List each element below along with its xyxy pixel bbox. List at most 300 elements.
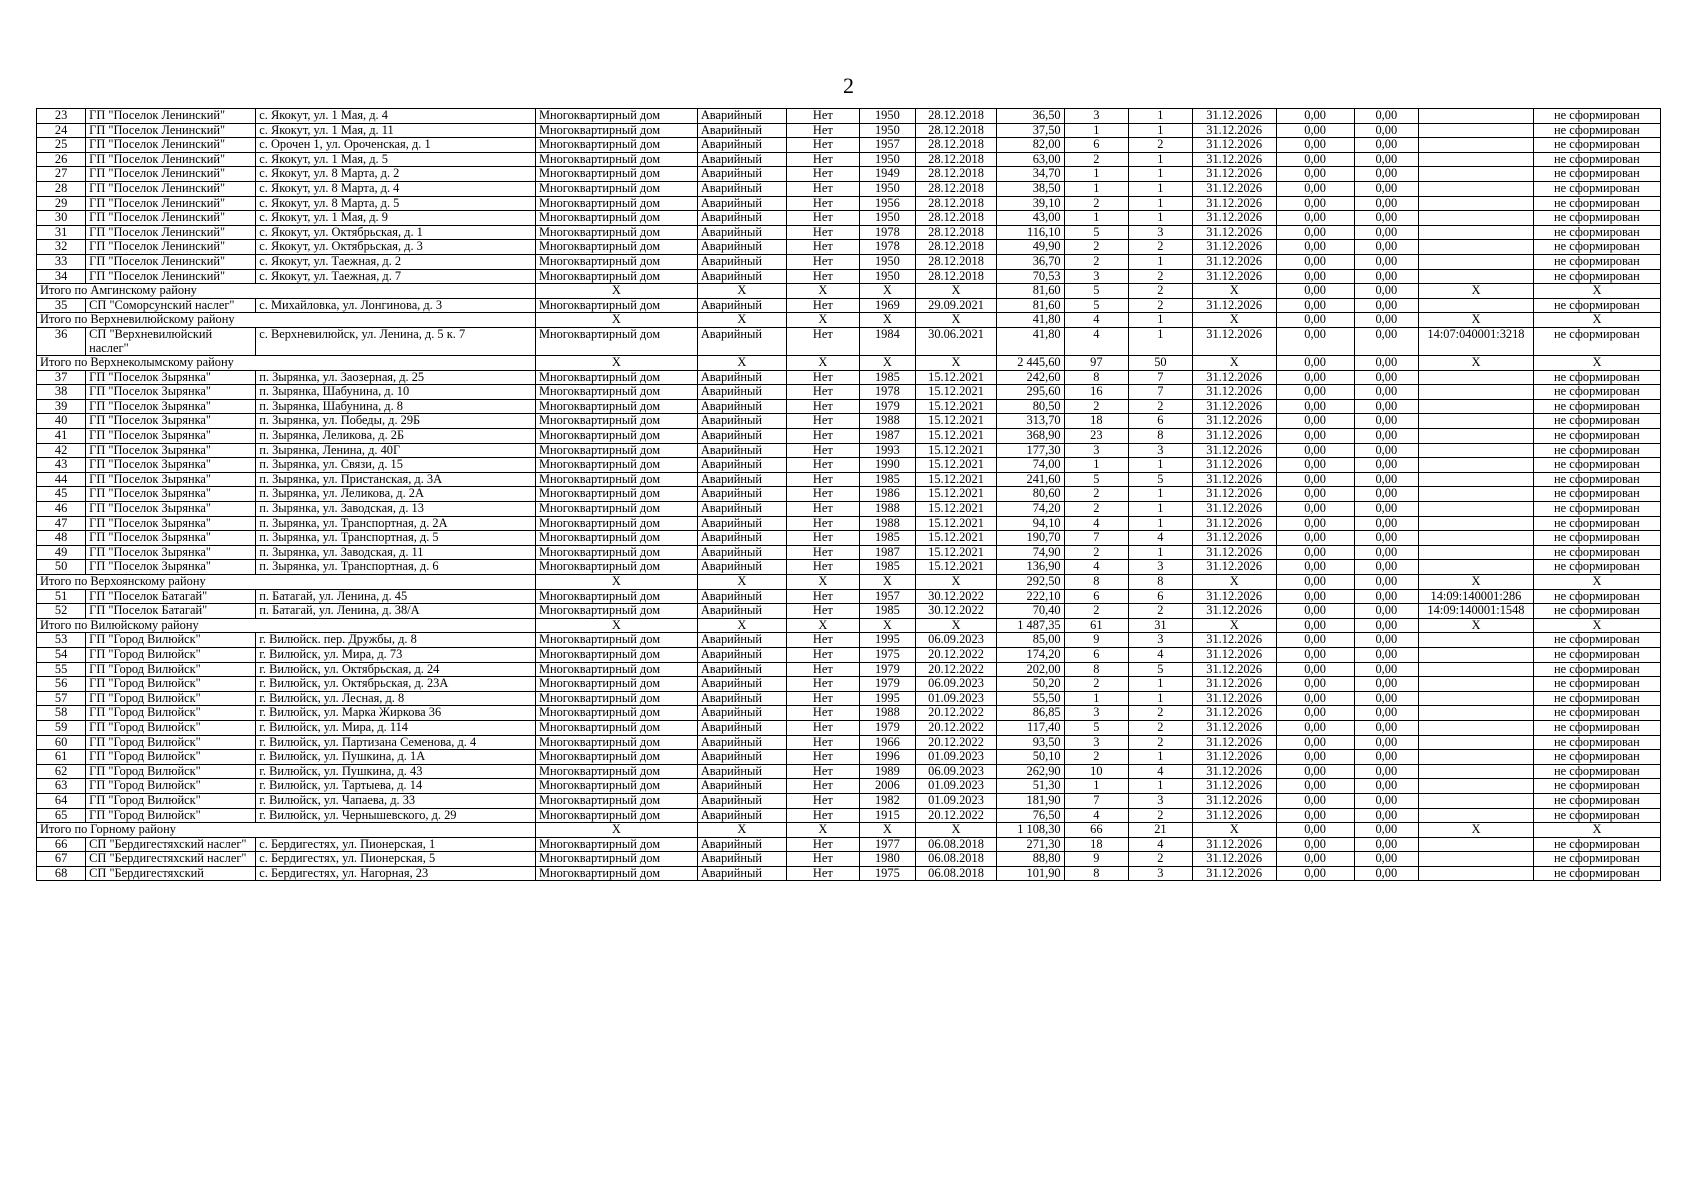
- deadline-cell: 31.12.2026: [1192, 735, 1276, 750]
- row-number-cell: 28: [37, 181, 86, 196]
- row-number-cell: 40: [37, 414, 86, 429]
- organization-cell: ГП "Поселок Ленинский": [86, 269, 256, 284]
- building-type-cell: Многоквартирный дом: [535, 414, 697, 429]
- condition-cell: Аварийный: [697, 225, 786, 240]
- table-row: [37, 298, 1661, 313]
- status-cell: не сформирован: [1533, 706, 1660, 721]
- district-total-label: Итого по Верхоянскому району: [37, 575, 536, 590]
- count-b-cell: 1: [1129, 167, 1193, 182]
- amount-a-cell: 0,00: [1276, 691, 1354, 706]
- row-number-cell: 59: [37, 720, 86, 735]
- cadastral-number-cell: [1419, 677, 1534, 692]
- amount-b-cell: 0,00: [1354, 123, 1419, 138]
- flag-cell: Нет: [786, 109, 859, 124]
- amount-b-cell: 0,00: [1354, 414, 1419, 429]
- amount-a-cell: 0,00: [1276, 720, 1354, 735]
- building-type-cell: Многоквартирный дом: [535, 370, 697, 385]
- cadastral-number-cell: 14:09:140001:1548: [1419, 604, 1534, 619]
- total-ar-cell: 1 487,35: [996, 618, 1064, 633]
- condition-cell: Аварийный: [697, 327, 786, 355]
- area-cell: 49,90: [996, 240, 1064, 255]
- amount-b-cell: 0,00: [1354, 152, 1419, 167]
- deadline-cell: 31.12.2026: [1192, 866, 1276, 881]
- cadastral-number-cell: [1419, 196, 1534, 211]
- recognition-date-cell: 20.12.2022: [916, 706, 997, 721]
- table-row: [37, 458, 1661, 473]
- building-type-cell: Многоквартирный дом: [535, 472, 697, 487]
- organization-cell: СП "Бердигестяхский: [86, 866, 256, 881]
- amount-a-cell: 0,00: [1276, 399, 1354, 414]
- row-number-cell: 66: [37, 837, 86, 852]
- organization-cell: ГП "Город Вилюйск": [86, 793, 256, 808]
- build-year-cell: 1980: [859, 852, 915, 867]
- area-cell: 36,50: [996, 109, 1064, 124]
- count-a-cell: 1: [1064, 211, 1129, 226]
- row-number-cell: 41: [37, 429, 86, 444]
- organization-cell: СП "Бердигестяхский наслег": [86, 837, 256, 852]
- building-type-cell: Многоквартирный дом: [535, 866, 697, 881]
- status-cell: не сформирован: [1533, 109, 1660, 124]
- total-st-cell: X: [1533, 575, 1660, 590]
- address-cell: с. Верхневилюйск, ул. Ленина, д. 5 к. 7: [256, 327, 536, 355]
- flag-cell: Нет: [786, 458, 859, 473]
- deadline-cell: 31.12.2026: [1192, 167, 1276, 182]
- cadastral-number-cell: [1419, 138, 1534, 153]
- recognition-date-cell: 15.12.2021: [916, 560, 997, 575]
- area-cell: 80,60: [996, 487, 1064, 502]
- area-cell: 37,50: [996, 123, 1064, 138]
- count-a-cell: 2: [1064, 240, 1129, 255]
- amount-b-cell: 0,00: [1354, 327, 1419, 355]
- cadastral-number-cell: [1419, 152, 1534, 167]
- amount-a-cell: 0,00: [1276, 385, 1354, 400]
- total-v1-cell: 0,00: [1276, 284, 1354, 299]
- flag-cell: Нет: [786, 240, 859, 255]
- build-year-cell: 1969: [859, 298, 915, 313]
- recognition-date-cell: 28.12.2018: [916, 254, 997, 269]
- deadline-cell: 31.12.2026: [1192, 793, 1276, 808]
- amount-a-cell: 0,00: [1276, 167, 1354, 182]
- deadline-cell: 31.12.2026: [1192, 370, 1276, 385]
- table-row: [37, 109, 1661, 124]
- total-v1-cell: 0,00: [1276, 823, 1354, 838]
- build-year-cell: 1995: [859, 633, 915, 648]
- row-number-cell: 30: [37, 211, 86, 226]
- total-y-cell: X: [859, 313, 915, 328]
- total-p-cell: X: [786, 618, 859, 633]
- deadline-cell: 31.12.2026: [1192, 837, 1276, 852]
- total-dl-cell: X: [1192, 356, 1276, 371]
- address-cell: с. Якокут, ул. Таежная, д. 2: [256, 254, 536, 269]
- count-a-cell: 6: [1064, 589, 1129, 604]
- count-b-cell: 1: [1129, 516, 1193, 531]
- total-p-cell: X: [786, 575, 859, 590]
- total-y-cell: X: [859, 575, 915, 590]
- deadline-cell: 31.12.2026: [1192, 545, 1276, 560]
- total-st-cell: X: [1533, 618, 1660, 633]
- table-row: [37, 181, 1661, 196]
- amount-a-cell: 0,00: [1276, 298, 1354, 313]
- count-a-cell: 5: [1064, 298, 1129, 313]
- cadastral-number-cell: [1419, 472, 1534, 487]
- amount-a-cell: 0,00: [1276, 677, 1354, 692]
- amount-a-cell: 0,00: [1276, 181, 1354, 196]
- organization-cell: ГП "Поселок Зырянка": [86, 487, 256, 502]
- total-st-cell: X: [1533, 823, 1660, 838]
- total-st-cell: X: [1533, 313, 1660, 328]
- table-row: [37, 167, 1661, 182]
- flag-cell: Нет: [786, 269, 859, 284]
- recognition-date-cell: 15.12.2021: [916, 458, 997, 473]
- row-number-cell: 34: [37, 269, 86, 284]
- building-type-cell: Многоквартирный дом: [535, 852, 697, 867]
- status-cell: не сформирован: [1533, 152, 1660, 167]
- total-k-cell: X: [535, 356, 697, 371]
- building-type-cell: Многоквартирный дом: [535, 531, 697, 546]
- district-total-label: Итого по Верхневилюйскому району: [37, 313, 536, 328]
- condition-cell: Аварийный: [697, 109, 786, 124]
- total-s-cell: X: [697, 823, 786, 838]
- organization-cell: СП "Соморсунский наслег": [86, 298, 256, 313]
- organization-cell: ГП "Поселок Зырянка": [86, 414, 256, 429]
- table-row: [37, 385, 1661, 400]
- count-b-cell: 4: [1129, 837, 1193, 852]
- cadastral-number-cell: [1419, 458, 1534, 473]
- organization-cell: СП "Верхневилюйский наслег": [86, 327, 256, 355]
- amount-b-cell: 0,00: [1354, 604, 1419, 619]
- condition-cell: Аварийный: [697, 138, 786, 153]
- flag-cell: Нет: [786, 677, 859, 692]
- amount-b-cell: 0,00: [1354, 691, 1419, 706]
- area-cell: 82,00: [996, 138, 1064, 153]
- deadline-cell: 31.12.2026: [1192, 808, 1276, 823]
- area-cell: 50,10: [996, 750, 1064, 765]
- building-type-cell: Многоквартирный дом: [535, 764, 697, 779]
- address-cell: п. Зырянка, ул. Леликова, д. 2А: [256, 487, 536, 502]
- count-b-cell: 1: [1129, 545, 1193, 560]
- building-type-cell: Многоквартирный дом: [535, 793, 697, 808]
- cadastral-number-cell: [1419, 720, 1534, 735]
- amount-b-cell: 0,00: [1354, 399, 1419, 414]
- flag-cell: Нет: [786, 779, 859, 794]
- building-type-cell: Многоквартирный дом: [535, 502, 697, 517]
- build-year-cell: 1985: [859, 560, 915, 575]
- count-b-cell: 6: [1129, 589, 1193, 604]
- recognition-date-cell: 01.09.2023: [916, 691, 997, 706]
- table-row: [37, 706, 1661, 721]
- total-v2-cell: 0,00: [1354, 313, 1419, 328]
- count-b-cell: 6: [1129, 414, 1193, 429]
- count-a-cell: 3: [1064, 109, 1129, 124]
- area-cell: 74,90: [996, 545, 1064, 560]
- cadastral-number-cell: [1419, 502, 1534, 517]
- area-cell: 295,60: [996, 385, 1064, 400]
- organization-cell: ГП "Поселок Зырянка": [86, 429, 256, 444]
- total-v1-cell: 0,00: [1276, 575, 1354, 590]
- total-q2-cell: 50: [1129, 356, 1193, 371]
- district-total-label: Итого по Вилюйскому району: [37, 618, 536, 633]
- row-number-cell: 47: [37, 516, 86, 531]
- count-b-cell: 1: [1129, 487, 1193, 502]
- amount-b-cell: 0,00: [1354, 764, 1419, 779]
- building-type-cell: Многоквартирный дом: [535, 399, 697, 414]
- recognition-date-cell: 15.12.2021: [916, 414, 997, 429]
- deadline-cell: 31.12.2026: [1192, 691, 1276, 706]
- cadastral-number-cell: [1419, 181, 1534, 196]
- area-cell: 74,00: [996, 458, 1064, 473]
- deadline-cell: 31.12.2026: [1192, 516, 1276, 531]
- cadastral-number-cell: [1419, 370, 1534, 385]
- amount-a-cell: 0,00: [1276, 604, 1354, 619]
- total-v2-cell: 0,00: [1354, 356, 1419, 371]
- deadline-cell: 31.12.2026: [1192, 269, 1276, 284]
- count-a-cell: 3: [1064, 735, 1129, 750]
- amount-b-cell: 0,00: [1354, 181, 1419, 196]
- cadastral-number-cell: [1419, 487, 1534, 502]
- deadline-cell: 31.12.2026: [1192, 225, 1276, 240]
- housing-register-table: [36, 108, 1661, 881]
- amount-b-cell: 0,00: [1354, 458, 1419, 473]
- total-cn-cell: X: [1419, 823, 1534, 838]
- row-number-cell: 57: [37, 691, 86, 706]
- cadastral-number-cell: [1419, 225, 1534, 240]
- recognition-date-cell: 15.12.2021: [916, 429, 997, 444]
- flag-cell: Нет: [786, 472, 859, 487]
- status-cell: не сформирован: [1533, 487, 1660, 502]
- row-number-cell: 54: [37, 647, 86, 662]
- organization-cell: ГП "Поселок Зырянка": [86, 458, 256, 473]
- count-a-cell: 4: [1064, 560, 1129, 575]
- count-b-cell: 3: [1129, 866, 1193, 881]
- deadline-cell: 31.12.2026: [1192, 647, 1276, 662]
- deadline-cell: 31.12.2026: [1192, 152, 1276, 167]
- total-q1-cell: 66: [1064, 823, 1129, 838]
- build-year-cell: 1996: [859, 750, 915, 765]
- total-ar-cell: 41,80: [996, 313, 1064, 328]
- recognition-date-cell: 15.12.2021: [916, 385, 997, 400]
- table-row: [37, 852, 1661, 867]
- building-type-cell: Многоквартирный дом: [535, 138, 697, 153]
- organization-cell: ГП "Поселок Ленинский": [86, 152, 256, 167]
- total-q2-cell: 2: [1129, 284, 1193, 299]
- status-cell: не сформирован: [1533, 254, 1660, 269]
- table-row: [37, 793, 1661, 808]
- total-dl-cell: X: [1192, 313, 1276, 328]
- flag-cell: Нет: [786, 123, 859, 138]
- table-row: [37, 138, 1661, 153]
- recognition-date-cell: 01.09.2023: [916, 779, 997, 794]
- flag-cell: Нет: [786, 196, 859, 211]
- status-cell: не сформирован: [1533, 764, 1660, 779]
- build-year-cell: 1990: [859, 458, 915, 473]
- address-cell: п. Батагай, ул. Ленина, д. 38/А: [256, 604, 536, 619]
- total-k-cell: X: [535, 823, 697, 838]
- organization-cell: ГП "Поселок Зырянка": [86, 560, 256, 575]
- organization-cell: ГП "Поселок Ленинский": [86, 138, 256, 153]
- area-cell: 80,50: [996, 399, 1064, 414]
- table-row: [37, 545, 1661, 560]
- row-number-cell: 50: [37, 560, 86, 575]
- amount-b-cell: 0,00: [1354, 779, 1419, 794]
- area-cell: 262,90: [996, 764, 1064, 779]
- row-number-cell: 27: [37, 167, 86, 182]
- building-type-cell: Многоквартирный дом: [535, 604, 697, 619]
- total-cn-cell: X: [1419, 284, 1534, 299]
- count-a-cell: 18: [1064, 837, 1129, 852]
- count-a-cell: 8: [1064, 866, 1129, 881]
- deadline-cell: 31.12.2026: [1192, 706, 1276, 721]
- recognition-date-cell: 28.12.2018: [916, 240, 997, 255]
- organization-cell: ГП "Город Вилюйск": [86, 808, 256, 823]
- flag-cell: Нет: [786, 852, 859, 867]
- flag-cell: Нет: [786, 735, 859, 750]
- organization-cell: ГП "Город Вилюйск": [86, 633, 256, 648]
- condition-cell: Аварийный: [697, 414, 786, 429]
- amount-b-cell: 0,00: [1354, 196, 1419, 211]
- total-v1-cell: 0,00: [1276, 618, 1354, 633]
- status-cell: не сформирован: [1533, 677, 1660, 692]
- area-cell: 271,30: [996, 837, 1064, 852]
- total-k-cell: X: [535, 284, 697, 299]
- recognition-date-cell: 01.09.2023: [916, 793, 997, 808]
- building-type-cell: Многоквартирный дом: [535, 545, 697, 560]
- building-type-cell: Многоквартирный дом: [535, 254, 697, 269]
- address-cell: г. Вилюйск, ул. Партизана Семенова, д. 4: [256, 735, 536, 750]
- total-s-cell: X: [697, 575, 786, 590]
- address-cell: п. Зырянка, ул. Транспортная, д. 5: [256, 531, 536, 546]
- count-b-cell: 2: [1129, 706, 1193, 721]
- area-cell: 43,00: [996, 211, 1064, 226]
- count-b-cell: 1: [1129, 750, 1193, 765]
- cadastral-number-cell: [1419, 866, 1534, 881]
- count-b-cell: 5: [1129, 472, 1193, 487]
- deadline-cell: 31.12.2026: [1192, 779, 1276, 794]
- condition-cell: Аварийный: [697, 443, 786, 458]
- table-row: [37, 399, 1661, 414]
- recognition-date-cell: 30.12.2022: [916, 604, 997, 619]
- count-a-cell: 1: [1064, 779, 1129, 794]
- count-a-cell: 4: [1064, 808, 1129, 823]
- address-cell: п. Зырянка, ул. Заводская, д. 13: [256, 502, 536, 517]
- flag-cell: Нет: [786, 414, 859, 429]
- flag-cell: Нет: [786, 764, 859, 779]
- status-cell: не сформирован: [1533, 779, 1660, 794]
- flag-cell: Нет: [786, 167, 859, 182]
- status-cell: не сформирован: [1533, 852, 1660, 867]
- condition-cell: Аварийный: [697, 837, 786, 852]
- build-year-cell: 1977: [859, 837, 915, 852]
- count-b-cell: 2: [1129, 604, 1193, 619]
- row-number-cell: 64: [37, 793, 86, 808]
- count-a-cell: 8: [1064, 662, 1129, 677]
- build-year-cell: 1979: [859, 399, 915, 414]
- district-total-row: [37, 575, 1661, 590]
- area-cell: 41,80: [996, 327, 1064, 355]
- area-cell: 101,90: [996, 866, 1064, 881]
- table-row: [37, 502, 1661, 517]
- recognition-date-cell: 28.12.2018: [916, 211, 997, 226]
- organization-cell: ГП "Поселок Ленинский": [86, 240, 256, 255]
- organization-cell: ГП "Поселок Ленинский": [86, 181, 256, 196]
- condition-cell: Аварийный: [697, 866, 786, 881]
- amount-b-cell: 0,00: [1354, 429, 1419, 444]
- recognition-date-cell: 06.08.2018: [916, 866, 997, 881]
- row-number-cell: 58: [37, 706, 86, 721]
- organization-cell: ГП "Поселок Батагай": [86, 589, 256, 604]
- total-cn-cell: X: [1419, 313, 1534, 328]
- flag-cell: Нет: [786, 837, 859, 852]
- organization-cell: ГП "Поселок Зырянка": [86, 385, 256, 400]
- table-row: [37, 269, 1661, 284]
- count-a-cell: 3: [1064, 706, 1129, 721]
- building-type-cell: Многоквартирный дом: [535, 720, 697, 735]
- organization-cell: ГП "Город Вилюйск": [86, 677, 256, 692]
- recognition-date-cell: 06.09.2023: [916, 677, 997, 692]
- status-cell: не сформирован: [1533, 750, 1660, 765]
- row-number-cell: 51: [37, 589, 86, 604]
- row-number-cell: 48: [37, 531, 86, 546]
- area-cell: 93,50: [996, 735, 1064, 750]
- building-type-cell: Многоквартирный дом: [535, 327, 697, 355]
- deadline-cell: 31.12.2026: [1192, 123, 1276, 138]
- district-total-row: [37, 823, 1661, 838]
- condition-cell: Аварийный: [697, 181, 786, 196]
- building-type-cell: Многоквартирный дом: [535, 240, 697, 255]
- deadline-cell: 31.12.2026: [1192, 487, 1276, 502]
- flag-cell: Нет: [786, 793, 859, 808]
- area-cell: 85,00: [996, 633, 1064, 648]
- cadastral-number-cell: [1419, 852, 1534, 867]
- cadastral-number-cell: [1419, 633, 1534, 648]
- status-cell: не сформирован: [1533, 298, 1660, 313]
- count-b-cell: 1: [1129, 779, 1193, 794]
- flag-cell: Нет: [786, 138, 859, 153]
- area-cell: 39,10: [996, 196, 1064, 211]
- amount-b-cell: 0,00: [1354, 109, 1419, 124]
- deadline-cell: 31.12.2026: [1192, 429, 1276, 444]
- cadastral-number-cell: [1419, 516, 1534, 531]
- recognition-date-cell: 06.09.2023: [916, 764, 997, 779]
- building-type-cell: Многоквартирный дом: [535, 735, 697, 750]
- recognition-date-cell: 28.12.2018: [916, 123, 997, 138]
- building-type-cell: Многоквартирный дом: [535, 779, 697, 794]
- table-row: [37, 196, 1661, 211]
- organization-cell: ГП "Поселок Ленинский": [86, 196, 256, 211]
- count-a-cell: 6: [1064, 647, 1129, 662]
- count-a-cell: 18: [1064, 414, 1129, 429]
- count-b-cell: 1: [1129, 109, 1193, 124]
- cadastral-number-cell: [1419, 764, 1534, 779]
- recognition-date-cell: 20.12.2022: [916, 735, 997, 750]
- cadastral-number-cell: [1419, 779, 1534, 794]
- count-b-cell: 1: [1129, 211, 1193, 226]
- deadline-cell: 31.12.2026: [1192, 662, 1276, 677]
- recognition-date-cell: 15.12.2021: [916, 443, 997, 458]
- count-b-cell: 1: [1129, 152, 1193, 167]
- address-cell: п. Зырянка, ул. Заозерная, д. 25: [256, 370, 536, 385]
- cadastral-number-cell: [1419, 706, 1534, 721]
- build-year-cell: 1985: [859, 531, 915, 546]
- total-s-cell: X: [697, 284, 786, 299]
- amount-b-cell: 0,00: [1354, 138, 1419, 153]
- build-year-cell: 1956: [859, 196, 915, 211]
- total-p-cell: X: [786, 356, 859, 371]
- row-number-cell: 29: [37, 196, 86, 211]
- area-cell: 55,50: [996, 691, 1064, 706]
- flag-cell: Нет: [786, 545, 859, 560]
- total-q1-cell: 8: [1064, 575, 1129, 590]
- deadline-cell: 31.12.2026: [1192, 502, 1276, 517]
